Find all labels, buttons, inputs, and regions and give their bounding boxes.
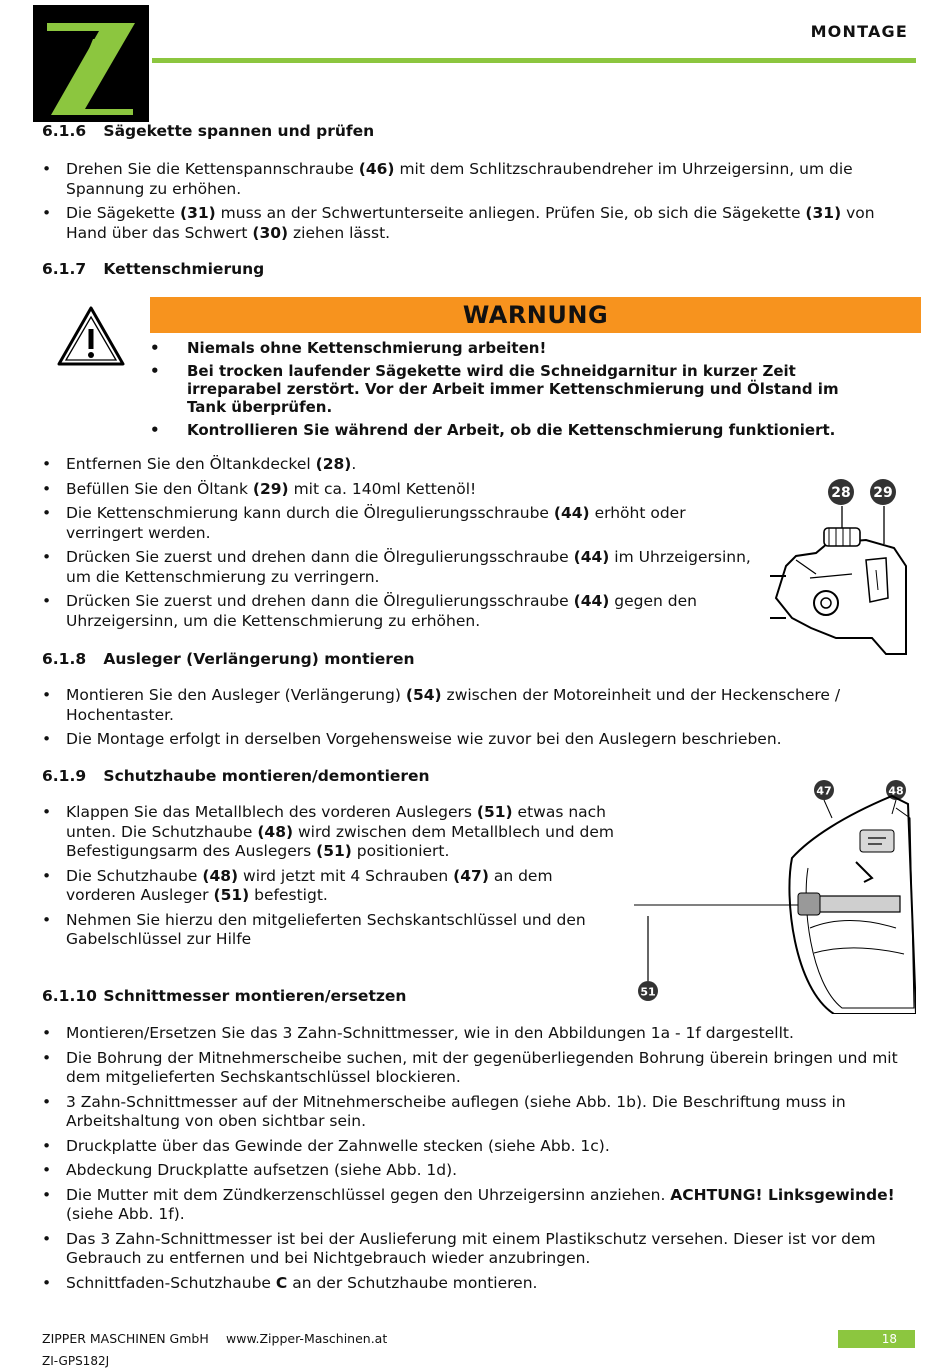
figure-label-47: 47 [816, 784, 832, 798]
heading-6-1-10 [42, 987, 406, 1005]
item-text: zwischen der Motoreinheit und der Heckenschere / Hochentaster. [66, 686, 841, 724]
list-item [42, 867, 622, 906]
list-item [42, 1024, 912, 1044]
bold-reference: (44) [573, 548, 610, 566]
warning-item: • Bei trocken laufender Sägekette wird die Schneidgarnitur in kurzer Zeit irreparabel zerstört. Vor der Arbeit immer Kettenschmierung und Ölstand im Tank überprüfen. [150, 362, 870, 416]
heading-text: Kettenschmierung [103, 260, 265, 278]
page-section-title: MONTAGE [810, 22, 908, 41]
item-text: muss an der Schwertunterseite anliegen. Prüfen Sie, ob sich die Sägekette [215, 204, 806, 222]
item-text: mit dem Schlitzschraubendreher im Uhrzeigersinn, um die Spannung zu erhöhen. [66, 160, 853, 198]
bold-reference: (31) [180, 204, 216, 222]
heading-6-1-8 [42, 650, 415, 668]
figure-label-28: 28 [831, 485, 851, 501]
footer-url: www.Zipper-Maschinen.at [226, 1331, 388, 1346]
heading-6-1-6 [42, 122, 374, 140]
list-item [42, 504, 762, 543]
item-text: Druckplatte über das Gewinde der Zahnwelle stecken (siehe Abb. 1c). [66, 1136, 610, 1155]
item-text: Montieren/Ersetzen Sie das 3 Zahn-Schnittmesser, wie in den Abbildungen 1a - 1f dargestellt. [66, 1024, 794, 1042]
bold-reference: (30) [252, 223, 289, 242]
item-text: von Hand über das Schwert [66, 204, 875, 242]
list-item [42, 1093, 912, 1132]
heading-number: 6.1.10 [42, 987, 97, 1005]
item-text: Entfernen Sie den Öltankdeckel [66, 455, 316, 473]
item-text: Die Bohrung der Mitnehmerscheibe suchen, mit der gegenüberliegenden Bohrung überein bringen und mit dem mitgelieferten Sechskantschlüssel blockieren. [66, 1048, 898, 1086]
item-text: Die Mutter mit dem Zündkerzenschlüssel gegen den Uhrzeigersinn anziehen. [66, 1185, 671, 1204]
item-text: im Uhrzeigersinn, um die Kettenschmierung zu verringern. [66, 548, 751, 586]
bold-reference: C [275, 1273, 288, 1292]
item-text: erhöht oder verringert werden. [66, 504, 686, 542]
heading-text: Sägekette spannen und prüfen [103, 122, 375, 140]
item-text: befestigt. [249, 886, 328, 904]
guard-figure [634, 778, 916, 1014]
list-item [42, 803, 622, 862]
item-text: Die Sägekette [66, 204, 180, 222]
item-text: Schnittfaden-Schutzhaube [66, 1273, 276, 1292]
list-item [42, 1049, 912, 1088]
oil-tank-figure [766, 478, 916, 656]
item-text: Drehen Sie die Kettenspannschraube [66, 160, 359, 178]
footer-model: ZI-GPS182J [42, 1354, 110, 1368]
list-6-1-9 [42, 803, 622, 955]
bold-reference: (48) [202, 866, 239, 885]
heading-6-1-9 [42, 767, 430, 785]
warning-list [150, 339, 870, 444]
figure-label-29: 29 [873, 485, 893, 501]
list-item [42, 1274, 912, 1294]
page-number-box [838, 1330, 915, 1348]
bold-reference: (29) [252, 479, 289, 498]
bold-reference: (51) [476, 803, 513, 821]
list-6-1-10 [42, 1024, 912, 1298]
heading-number: 6.1.6 [42, 122, 87, 140]
item-text: (siehe Abb. 1f). [66, 1205, 185, 1223]
heading-text: Schnittmesser montieren/ersetzen [103, 987, 407, 1005]
list-item [42, 455, 762, 475]
item-text: Nehmen Sie hierzu den mitgelieferten Sechskantschlüssel und den Gabelschlüssel zur Hilfe [66, 910, 586, 948]
heading-text: Schutzhaube montieren/demontieren [103, 767, 430, 785]
item-text: positioniert. [351, 842, 450, 860]
bold-reference: (31) [805, 204, 842, 222]
list-item [42, 160, 912, 199]
item-text: Das 3 Zahn-Schnittmesser ist bei der Auslieferung mit einem Plastikschutz versehen. Dieser ist vor dem Gebrauch zu entfernen und bei Nichtgebrauch wieder anzubringen. [66, 1229, 876, 1267]
item-text: an der Schutzhaube montieren. [287, 1273, 538, 1292]
heading-6-1-7 [42, 260, 264, 278]
bold-reference: (48) [257, 822, 294, 841]
item-text: Drücken Sie zuerst und drehen dann die Ölregulierungsschraube [66, 548, 574, 566]
item-text: etwas nach unten. Die Schutzhaube [66, 803, 606, 841]
heading-text: Ausleger (Verlängerung) montieren [103, 650, 415, 668]
list-6-1-6 [42, 160, 912, 248]
warning-banner [150, 297, 921, 333]
list-6-1-7 [42, 455, 762, 636]
footer-company: ZIPPER MASCHINEN GmbH [42, 1331, 209, 1346]
item-text: gegen den Uhrzeigersinn, um die Kettenschmierung zu erhöhen. [66, 592, 698, 630]
heading-number: 6.1.8 [42, 650, 87, 668]
list-item [42, 1161, 912, 1181]
list-item [42, 1137, 912, 1157]
bold-reference: (28) [315, 455, 352, 473]
list-item [42, 911, 622, 950]
item-text: Die Montage erfolgt in derselben Vorgehensweise wie zuvor bei den Auslegern beschrieben. [66, 730, 782, 748]
list-item [42, 1186, 912, 1225]
item-text: wird jetzt mit 4 Schrauben [238, 866, 454, 885]
item-text: an dem vorderen Ausleger [66, 866, 553, 904]
list-item [42, 480, 762, 500]
bold-reference: (54) [405, 686, 442, 704]
bold-reference: (47) [453, 866, 489, 885]
list-item [42, 1230, 912, 1269]
figure-label-48: 48 [888, 784, 904, 798]
bold-reference: ACHTUNG! Linksgewinde! [670, 1185, 895, 1204]
bold-reference: (46) [358, 160, 395, 178]
warning-triangle-icon [56, 305, 126, 367]
warning-item: • Niemals ohne Kettenschmierung arbeiten! [150, 339, 870, 357]
item-text: mit ca. 140ml Kettenöl! [288, 479, 477, 498]
bold-reference: (44) [553, 504, 590, 522]
header-rule [152, 58, 916, 63]
item-text: wird zwischen dem Metallblech und dem Befestigungsarm des Auslegers [66, 822, 615, 860]
list-item [42, 204, 912, 243]
bold-reference: (51) [213, 886, 250, 904]
zipper-logo [33, 5, 149, 122]
item-text: Die Kettenschmierung kann durch die Ölregulierungsschraube [66, 504, 554, 522]
page-number: 18 [881, 1332, 897, 1346]
warning-title: WARNUNG [462, 301, 609, 329]
heading-number: 6.1.9 [42, 767, 87, 785]
bold-reference: (44) [573, 592, 610, 610]
item-text: Drücken Sie zuerst und drehen dann die Ölregulierungsschraube [66, 592, 574, 610]
list-item [42, 686, 902, 725]
bold-reference: (51) [316, 842, 352, 860]
item-text: . [351, 455, 357, 473]
item-text: Abdeckung Druckplatte aufsetzen (siehe Abb. 1d). [66, 1161, 458, 1179]
item-text: Klappen Sie das Metallblech des vorderen Auslegers [66, 803, 477, 821]
item-text: 3 Zahn-Schnittmesser auf der Mitnehmerscheibe auflegen (siehe Abb. 1b). Die Beschriftung muss in Arbeitshaltung von oben sichtbar sein. [66, 1092, 846, 1130]
list-item [42, 592, 762, 631]
list-item [42, 730, 902, 750]
heading-number: 6.1.7 [42, 260, 87, 278]
list-item [42, 548, 762, 587]
item-text: ziehen lässt. [288, 223, 391, 242]
logo-z-icon [33, 5, 149, 122]
warning-item: • Kontrollieren Sie während der Arbeit, ob die Kettenschmierung funktioniert. [150, 421, 870, 439]
item-text: Montieren Sie den Ausleger (Verlängerung) [66, 686, 406, 704]
figure-label-51: 51 [640, 985, 656, 999]
item-text: Die Schutzhaube [66, 866, 203, 885]
item-text: Befüllen Sie den Öltank [66, 479, 253, 498]
list-6-1-8 [42, 686, 902, 755]
